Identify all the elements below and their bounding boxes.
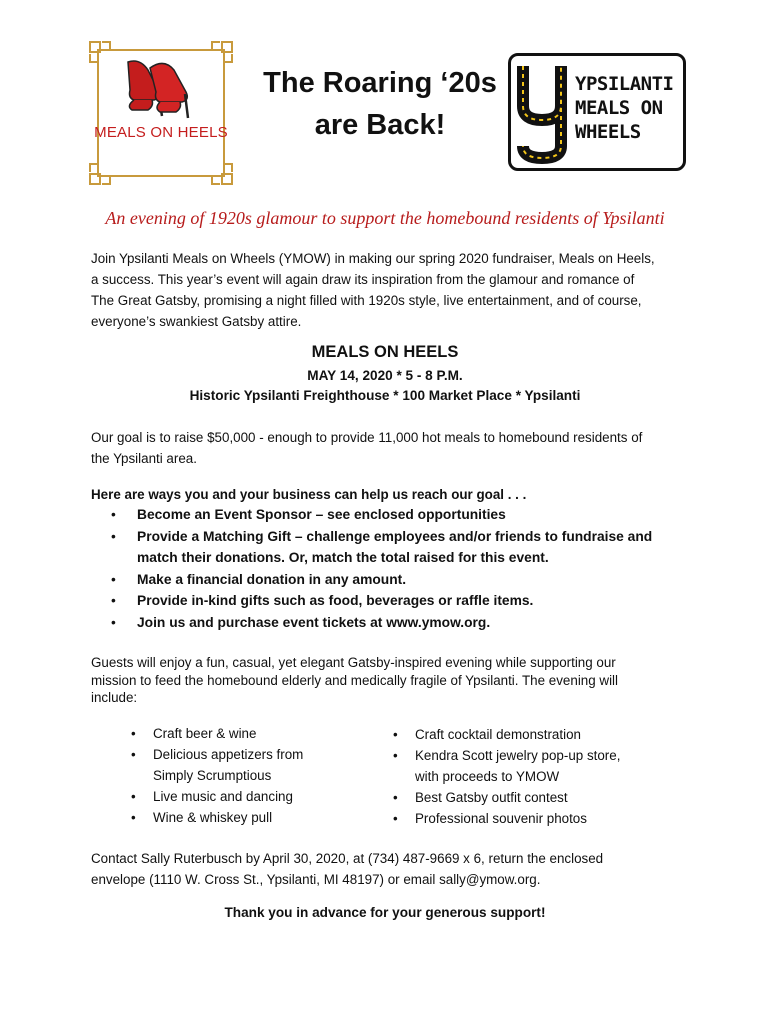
intro-line: Join Ypsilanti Meals on Wheels (YMOW) in making our spring 2020 fundraiser, Meals on Heels, bbox=[91, 251, 655, 266]
ymow-logo-line-1: YPSILANTI bbox=[575, 73, 674, 95]
list-item-text-cont: with proceeds to YMOW bbox=[415, 769, 560, 784]
ornate-frame-icon bbox=[88, 40, 234, 186]
page-title bbox=[240, 62, 520, 146]
title-line-1: The Roaring ‘20s bbox=[263, 67, 497, 99]
contact-paragraph bbox=[91, 848, 691, 890]
list-item: • Make a financial donation in any amount. bbox=[91, 569, 711, 591]
goal-line: the Ypsilanti area. bbox=[91, 451, 197, 466]
guests-line: include: bbox=[91, 690, 138, 705]
ways-list bbox=[91, 504, 711, 633]
meals-on-heels-logo bbox=[88, 40, 234, 186]
event-venue: Historic Ypsilanti Freighthouse * 100 Market Place * Ypsilanti bbox=[189, 388, 581, 403]
list-item: • Provide in-kind gifts such as food, beverages or raffle items. bbox=[91, 590, 711, 612]
list-item-text: Provide a Matching Gift – challenge employees and/or friends to fundraise and bbox=[137, 528, 653, 544]
guests-line: Guests will enjoy a fun, casual, yet elegant Gatsby-inspired evening while supporting our bbox=[91, 655, 616, 670]
event-date: MAY 14, 2020 * 5 - 8 P.M. bbox=[307, 368, 463, 383]
ymow-logo-line-3: WHEELS bbox=[575, 121, 641, 143]
features-right-list bbox=[389, 724, 689, 829]
list-item: • Wine & whiskey pull bbox=[127, 807, 377, 828]
ymow-logo-text bbox=[575, 72, 673, 144]
meals-on-heels-logo-text: MEALS ON HEELS bbox=[94, 124, 228, 141]
thank-you-note: Thank you in advance for your generous support! bbox=[224, 905, 546, 920]
list-item-text: Delicious appetizers from bbox=[153, 747, 304, 762]
ways-heading: Here are ways you and your business can help us reach our goal . . . bbox=[91, 487, 527, 502]
ymow-logo bbox=[508, 53, 686, 171]
title-line-2: are Back! bbox=[314, 109, 446, 141]
contact-line: envelope (1110 W. Cross St., Ypsilanti, MI 48197) or email sally@ymow.org. bbox=[91, 872, 541, 887]
intro-line: everyone’s swankiest Gatsby attire. bbox=[91, 314, 302, 329]
guests-paragraph bbox=[91, 654, 691, 707]
list-item: • Best Gatsby outfit contest bbox=[389, 787, 689, 808]
list-item: • Professional souvenir photos bbox=[389, 808, 689, 829]
list-item: • Become an Event Sponsor – see enclosed opportunities bbox=[91, 504, 711, 526]
features-left-list bbox=[127, 723, 377, 828]
goal-line: Our goal is to raise $50,000 - enough to provide 11,000 hot meals to homebound residents of bbox=[91, 430, 643, 445]
contact-line: Contact Sally Ruterbusch by April 30, 2020, at (734) 487-9669 x 6, return the enclosed bbox=[91, 851, 604, 866]
event-name: MEALS ON HEELS bbox=[311, 343, 459, 361]
list-item bbox=[389, 745, 689, 787]
list-item-text-cont: match their donations. Or, match the total raised for this event. bbox=[137, 550, 549, 565]
intro-paragraph bbox=[91, 248, 691, 332]
list-item: • Live music and dancing bbox=[127, 786, 377, 807]
list-item bbox=[127, 744, 377, 786]
list-item bbox=[91, 526, 711, 569]
road-y-icon bbox=[515, 60, 569, 164]
high-heels-icon bbox=[128, 61, 188, 118]
goal-paragraph bbox=[91, 427, 691, 469]
list-item-text: Kendra Scott jewelry pop-up store, bbox=[415, 748, 621, 763]
ymow-logo-line-2: MEALS ON bbox=[575, 97, 663, 119]
subtitle: An evening of 1920s glamour to support the homebound residents of Ypsilanti bbox=[105, 208, 665, 228]
list-item-text-cont: Simply Scrumptious bbox=[153, 768, 272, 783]
intro-line: a success. This year’s event will again draw its inspiration from the glamour and romance of bbox=[91, 272, 635, 287]
list-item: • Join us and purchase event tickets at www.ymow.org. bbox=[91, 612, 711, 634]
list-item: • Craft cocktail demonstration bbox=[389, 724, 689, 745]
intro-line: The Great Gatsby, promising a night filled with 1920s style, live entertainment, and of course, bbox=[91, 293, 642, 308]
list-item: • Craft beer & wine bbox=[127, 723, 377, 744]
guests-line: mission to feed the homebound elderly and medically fragile of Ypsilanti. The evening will bbox=[91, 672, 619, 688]
